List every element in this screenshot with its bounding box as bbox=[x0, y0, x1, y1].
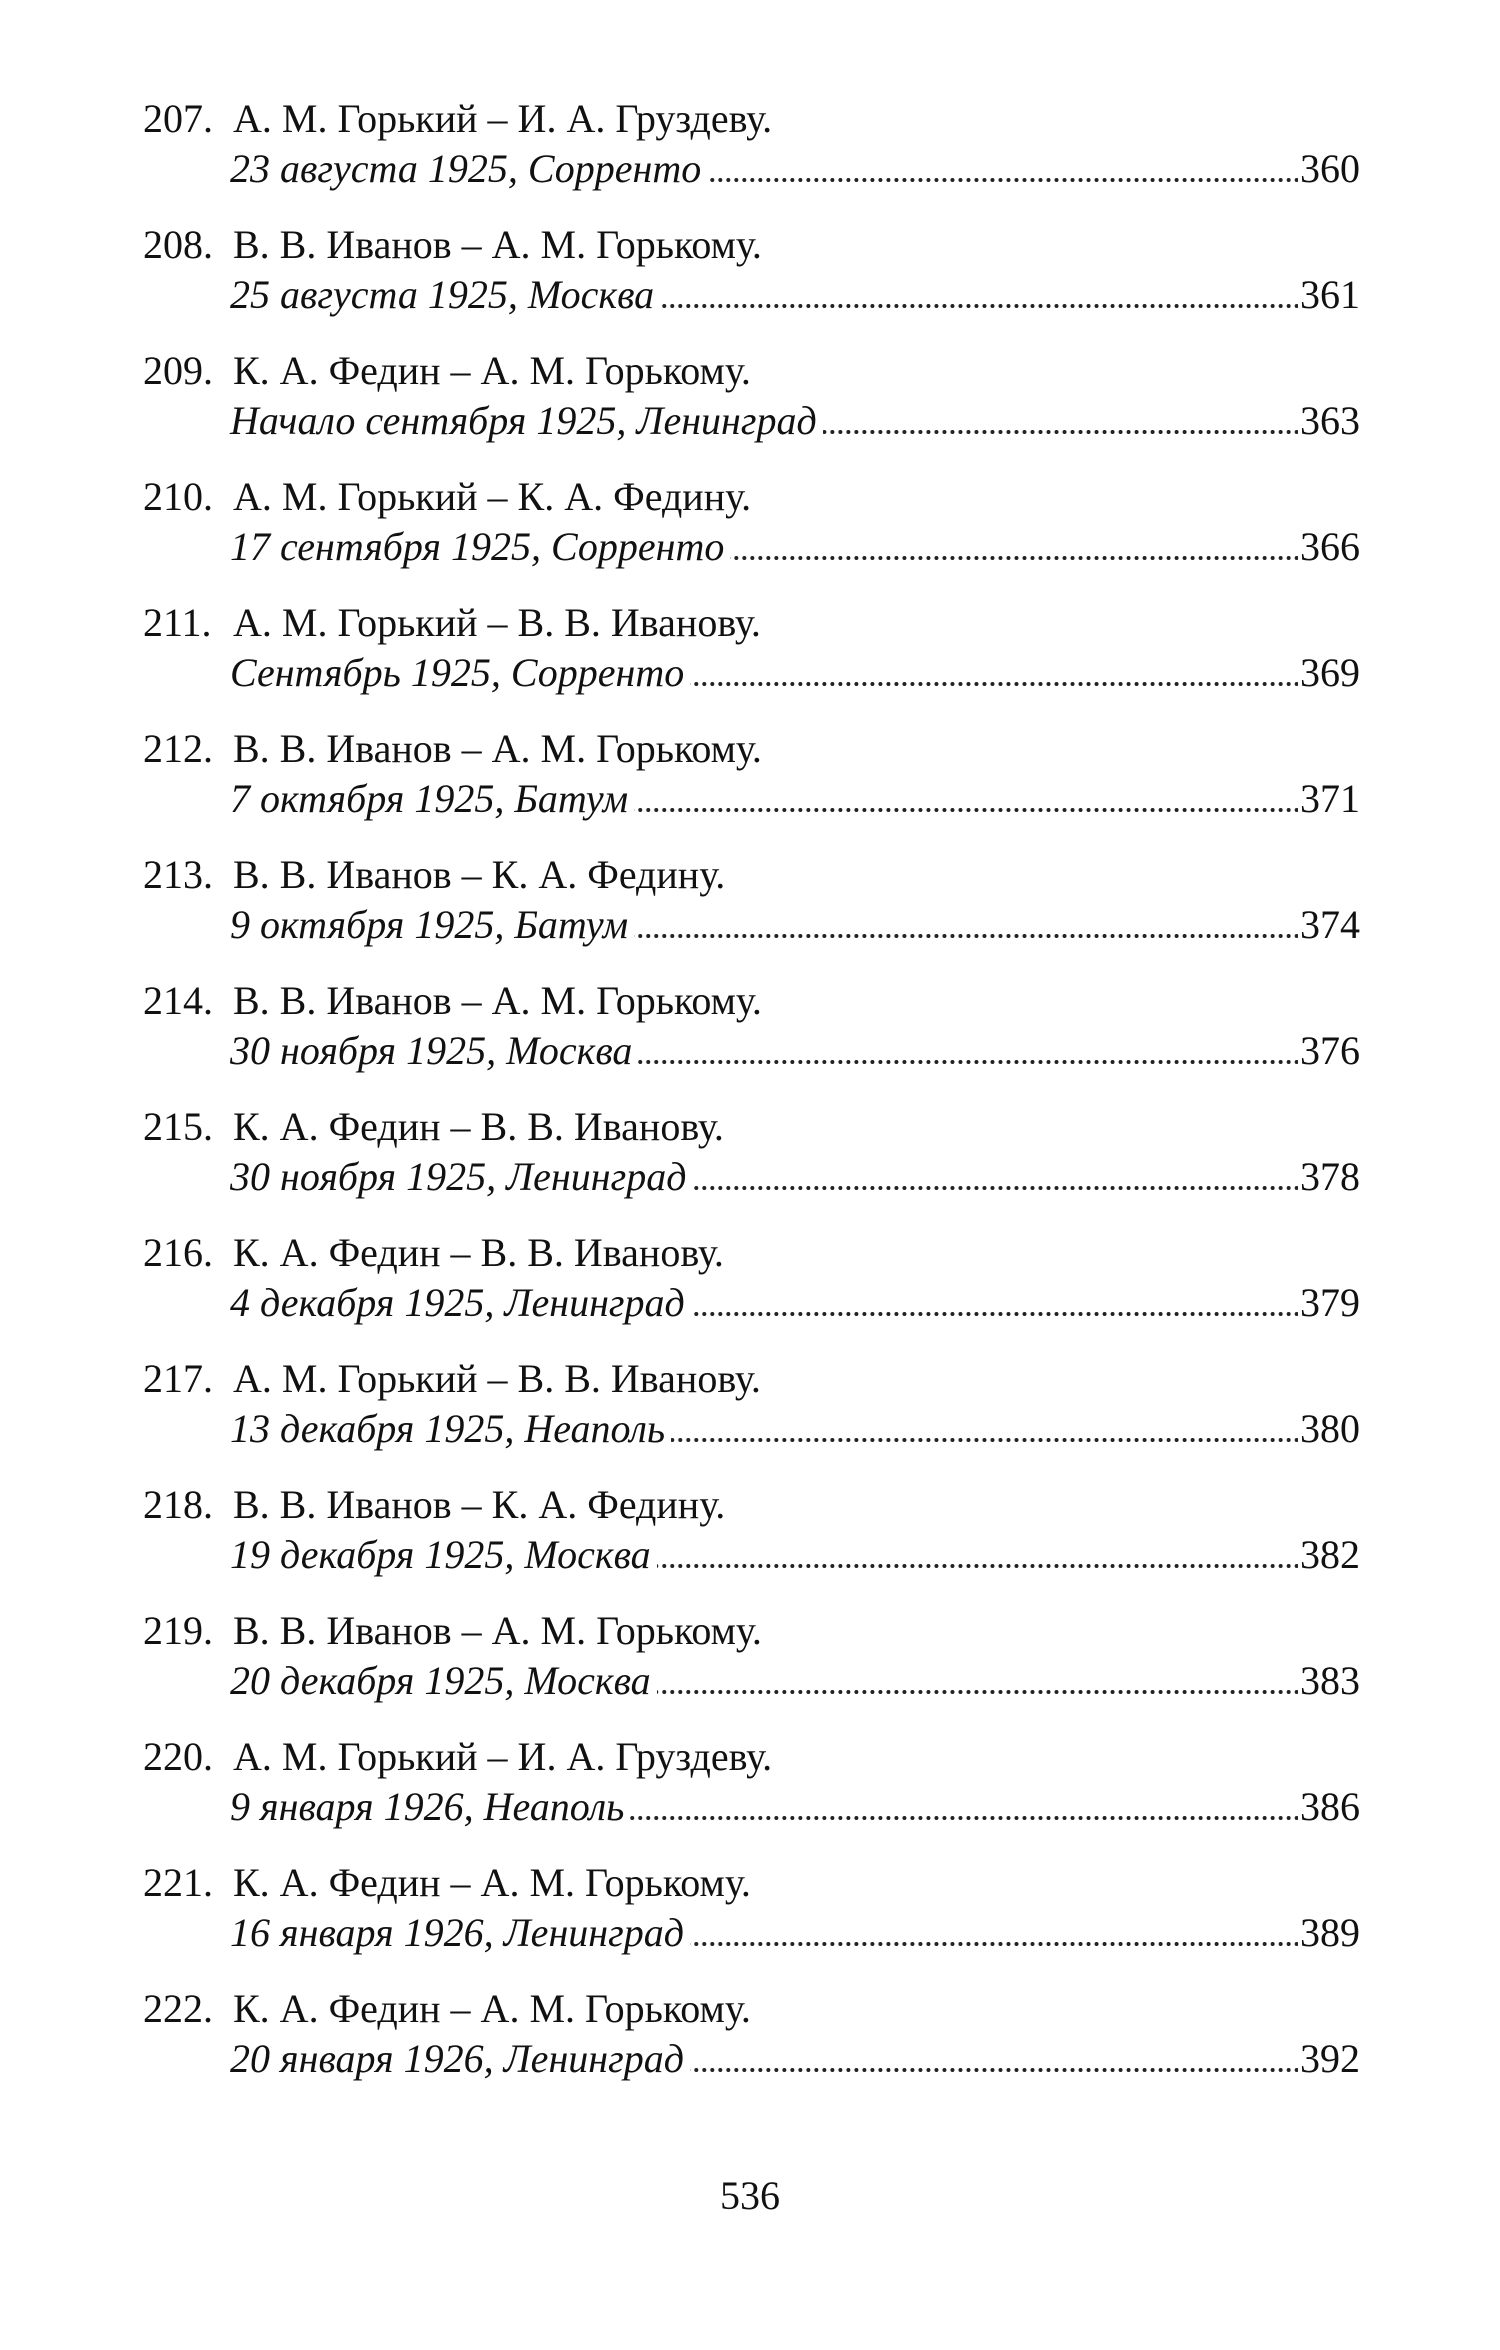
entry-page: 379 bbox=[1298, 1278, 1360, 1328]
toc-entry-detail-line bbox=[230, 1152, 1360, 1202]
entry-page: 392 bbox=[1298, 2034, 1360, 2084]
entry-title: А. М. Горький – И. А. Груздеву. bbox=[233, 1734, 773, 1779]
toc-entry-detail-line bbox=[230, 396, 1360, 446]
toc-entry bbox=[0, 1985, 1500, 2111]
toc-entry-heading bbox=[143, 1103, 724, 1151]
entry-number: 214. bbox=[143, 978, 213, 1023]
entry-number: 219. bbox=[143, 1608, 213, 1653]
entry-page: 382 bbox=[1298, 1530, 1360, 1580]
entry-date-place: 19 декабря 1925, Москва bbox=[230, 1530, 657, 1580]
toc-entry-detail-line bbox=[230, 144, 1360, 194]
toc-entry-detail-line bbox=[230, 1908, 1360, 1958]
toc-entry bbox=[0, 851, 1500, 977]
toc-entry bbox=[0, 725, 1500, 851]
entry-title: В. В. Иванов – А. М. Горькому. bbox=[233, 222, 762, 267]
toc-entry-detail-line bbox=[230, 270, 1360, 320]
entry-number: 208. bbox=[143, 222, 213, 267]
toc-entry-detail-line bbox=[230, 2034, 1360, 2084]
toc-entry bbox=[0, 347, 1500, 473]
toc-entry-heading bbox=[143, 95, 772, 143]
toc-entry-heading bbox=[143, 1733, 772, 1781]
entry-page: 363 bbox=[1298, 396, 1360, 446]
entry-date-place: 9 января 1926, Неаполь bbox=[230, 1782, 630, 1832]
toc-entry-detail-line bbox=[230, 1656, 1360, 1706]
entry-title: А. М. Горький – К. А. Федину. bbox=[233, 474, 752, 519]
entry-page: 360 bbox=[1298, 144, 1360, 194]
toc-entry bbox=[0, 1103, 1500, 1229]
entry-title: А. М. Горький – В. В. Иванову. bbox=[233, 1356, 761, 1401]
toc-entry bbox=[0, 1229, 1500, 1355]
entry-date-place: 9 октября 1925, Батум bbox=[230, 900, 634, 950]
toc-entry-detail-line bbox=[230, 1278, 1360, 1328]
toc-entry-heading bbox=[143, 1355, 761, 1403]
entry-date-place: Начало сентября 1925, Ленинград bbox=[230, 396, 823, 446]
entry-page: 374 bbox=[1298, 900, 1360, 950]
entry-page: 383 bbox=[1298, 1656, 1360, 1706]
toc-entry bbox=[0, 95, 1500, 221]
entry-page: 389 bbox=[1298, 1908, 1360, 1958]
toc-entry bbox=[0, 1481, 1500, 1607]
toc-entry-heading bbox=[143, 977, 762, 1025]
entry-number: 218. bbox=[143, 1482, 213, 1527]
toc-entry-heading bbox=[143, 599, 761, 647]
toc-entry-detail-line bbox=[230, 900, 1360, 950]
entry-number: 216. bbox=[143, 1230, 213, 1275]
entry-page: 371 bbox=[1298, 774, 1360, 824]
entry-date-place: 25 августа 1925, Москва bbox=[230, 270, 660, 320]
entry-number: 212. bbox=[143, 726, 213, 771]
toc-entry-heading bbox=[143, 221, 762, 269]
toc-entry-heading bbox=[143, 1985, 751, 2033]
toc-entry-detail-line bbox=[230, 1404, 1360, 1454]
entry-date-place: 23 августа 1925, Сорренто bbox=[230, 144, 707, 194]
toc-entry-detail-line bbox=[230, 648, 1360, 698]
entry-number: 215. bbox=[143, 1104, 213, 1149]
entry-page: 380 bbox=[1298, 1404, 1360, 1454]
toc-entry-heading bbox=[143, 347, 751, 395]
entry-date-place: 20 января 1926, Ленинград bbox=[230, 2034, 690, 2084]
entry-number: 220. bbox=[143, 1734, 213, 1779]
toc-entry-heading bbox=[143, 1859, 751, 1907]
entry-date-place: 30 ноября 1925, Москва bbox=[230, 1026, 638, 1076]
toc-entry-heading bbox=[143, 851, 725, 899]
toc-entry bbox=[0, 1355, 1500, 1481]
entry-date-place: 13 декабря 1925, Неаполь bbox=[230, 1404, 671, 1454]
toc-entry-detail-line bbox=[230, 522, 1360, 572]
entry-title: К. А. Федин – А. М. Горькому. bbox=[233, 1986, 751, 2031]
entry-title: В. В. Иванов – А. М. Горькому. bbox=[233, 726, 762, 771]
entry-title: К. А. Федин – А. М. Горькому. bbox=[233, 1860, 751, 1905]
toc-entry bbox=[0, 977, 1500, 1103]
toc-entry-detail-line bbox=[230, 1782, 1360, 1832]
entry-title: К. А. Федин – А. М. Горькому. bbox=[233, 348, 751, 393]
entry-date-place: 30 ноября 1925, Ленинград bbox=[230, 1152, 692, 1202]
entry-title: В. В. Иванов – А. М. Горькому. bbox=[233, 978, 762, 1023]
entry-date-place: Сентябрь 1925, Сорренто bbox=[230, 648, 690, 698]
entry-page: 369 bbox=[1298, 648, 1360, 698]
entry-page: 361 bbox=[1298, 270, 1360, 320]
toc-entry bbox=[0, 221, 1500, 347]
toc-entry bbox=[0, 473, 1500, 599]
entry-number: 217. bbox=[143, 1356, 213, 1401]
entry-date-place: 7 октября 1925, Батум bbox=[230, 774, 634, 824]
entry-title: В. В. Иванов – К. А. Федину. bbox=[233, 852, 726, 897]
toc-entry bbox=[0, 599, 1500, 725]
entry-date-place: 16 января 1926, Ленинград bbox=[230, 1908, 690, 1958]
toc-entry-heading bbox=[143, 1481, 725, 1529]
entry-date-place: 20 декабря 1925, Москва bbox=[230, 1656, 657, 1706]
entry-number: 221. bbox=[143, 1860, 213, 1905]
entry-title: В. В. Иванов – А. М. Горькому. bbox=[233, 1608, 762, 1653]
toc-entry-heading bbox=[143, 473, 751, 521]
toc-entry bbox=[0, 1607, 1500, 1733]
toc-entry-heading bbox=[143, 1229, 724, 1277]
entry-number: 210. bbox=[143, 474, 213, 519]
entry-number: 213. bbox=[143, 852, 213, 897]
entry-title: А. М. Горький – В. В. Иванову. bbox=[233, 600, 761, 645]
entry-page: 366 bbox=[1298, 522, 1360, 572]
toc-entry-detail-line bbox=[230, 1026, 1360, 1076]
entry-title: А. М. Горький – И. А. Груздеву. bbox=[233, 96, 773, 141]
entry-page: 378 bbox=[1298, 1152, 1360, 1202]
page-number: 536 bbox=[720, 2173, 780, 2218]
toc-entry-heading bbox=[143, 725, 762, 773]
entry-date-place: 4 декабря 1925, Ленинград bbox=[230, 1278, 691, 1328]
entry-page: 376 bbox=[1298, 1026, 1360, 1076]
entry-number: 211. bbox=[143, 600, 212, 645]
toc-entry bbox=[0, 1733, 1500, 1859]
entry-date-place: 17 сентября 1925, Сорренто bbox=[230, 522, 730, 572]
entry-number: 222. bbox=[143, 1986, 213, 2031]
entry-title: В. В. Иванов – К. А. Федину. bbox=[233, 1482, 726, 1527]
entry-number: 207. bbox=[143, 96, 213, 141]
toc-entry-detail-line bbox=[230, 774, 1360, 824]
entry-number: 209. bbox=[143, 348, 213, 393]
entry-title: К. А. Федин – В. В. Иванову. bbox=[233, 1104, 724, 1149]
entry-title: К. А. Федин – В. В. Иванову. bbox=[233, 1230, 724, 1275]
toc-entry-detail-line bbox=[230, 1530, 1360, 1580]
entry-page: 386 bbox=[1298, 1782, 1360, 1832]
toc-entry bbox=[0, 1859, 1500, 1985]
toc-entry-heading bbox=[143, 1607, 762, 1655]
